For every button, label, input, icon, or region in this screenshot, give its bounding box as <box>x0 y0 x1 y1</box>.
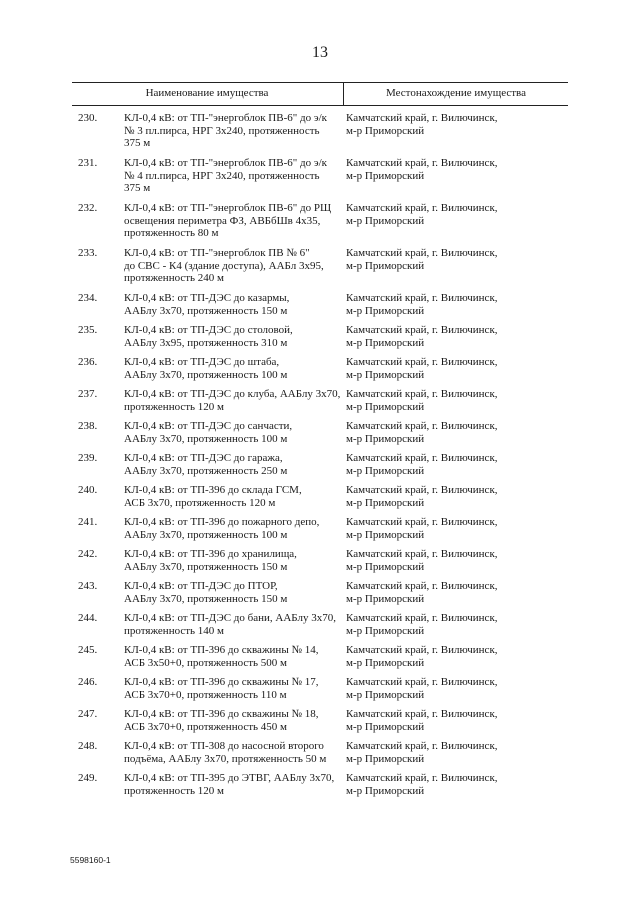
property-location-line: Камчатский край, г. Вилючинск, <box>346 202 498 214</box>
property-name-line: КЛ-0,4 кВ: от ТП-"энергоблок ПВ № 6" <box>124 247 310 259</box>
property-location-line: Камчатский край, г. Вилючинск, <box>346 356 498 368</box>
property-location <box>346 452 556 477</box>
property-location <box>346 708 556 733</box>
property-name-line: КЛ-0,4 кВ: от ТП-"энергоблок ПВ-6" до э/к <box>124 157 327 169</box>
property-location-line: Камчатский край, г. Вилючинск, <box>346 112 498 124</box>
property-location <box>346 548 556 573</box>
property-location-line: м-р Приморский <box>346 688 425 701</box>
property-location <box>346 676 556 701</box>
property-location-line: Камчатский край, г. Вилючинск, <box>346 740 498 752</box>
row-number: 235. <box>78 324 98 336</box>
property-name-line: КЛ-0,4 кВ: от ТП-396 до скважины № 17, <box>124 676 319 688</box>
property-name-line: ААБлу 3х70, протяженность 150 м <box>124 304 288 317</box>
property-name-line: КЛ-0,4 кВ: от ТП-ДЭС до казармы, <box>124 292 290 304</box>
property-location-line: м-р Приморский <box>346 259 425 272</box>
property-name <box>124 516 344 541</box>
property-name-line: освещения периметра ФЗ, АВБбШв 4х35, <box>124 214 321 227</box>
document-code: 5598160-1 <box>70 855 111 865</box>
row-number: 241. <box>78 516 98 528</box>
property-name-line: КЛ-0,4 кВ: от ТП-396 до склада ГСМ, <box>124 484 302 496</box>
property-location-line: м-р Приморский <box>346 336 425 349</box>
property-name-line: КЛ-0,4 кВ: от ТП-396 до хранилища, <box>124 548 297 560</box>
property-name-line: протяженность 120 м <box>124 400 225 413</box>
property-name-line: протяженность 140 м <box>124 624 225 637</box>
property-location <box>346 484 556 509</box>
property-location-line: м-р Приморский <box>346 214 425 227</box>
property-location-line: м-р Приморский <box>346 432 425 445</box>
property-name-line: ААБлу 3х70, протяженность 100 м <box>124 432 288 445</box>
property-name <box>124 112 344 150</box>
property-location-line: м-р Приморский <box>346 560 425 573</box>
row-number: 236. <box>78 356 98 368</box>
property-location <box>346 420 556 445</box>
property-name-line: КЛ-0,4 кВ: от ТП-396 до скважины № 14, <box>124 644 319 656</box>
property-location-line: Камчатский край, г. Вилючинск, <box>346 157 498 169</box>
row-number: 243. <box>78 580 98 592</box>
property-location <box>346 324 556 349</box>
property-location-line: Камчатский край, г. Вилючинск, <box>346 708 498 720</box>
property-name <box>124 644 344 669</box>
property-location-line: Камчатский край, г. Вилючинск, <box>346 580 498 592</box>
property-name <box>124 202 344 240</box>
property-name-line: КЛ-0,4 кВ: от ТП-396 до пожарного депо, <box>124 516 320 528</box>
property-name-line: до СВС - К4 (здание доступа), ААБл 3х95, <box>124 259 324 272</box>
property-location <box>346 388 556 413</box>
property-name-line: 375 м <box>124 137 151 149</box>
property-location <box>346 292 556 317</box>
property-name-line: ААБлу 3х95, протяженность 310 м <box>124 336 288 349</box>
property-name <box>124 247 344 285</box>
property-name-line: КЛ-0,4 кВ: от ТП-ДЭС до гаража, <box>124 452 283 464</box>
row-number: 249. <box>78 772 98 784</box>
property-location <box>346 356 556 381</box>
property-name <box>124 772 344 797</box>
property-name-line: протяженность 240 м <box>124 272 225 284</box>
property-name-line: АСБ 3х70, протяженность 120 м <box>124 496 276 509</box>
property-location-line: м-р Приморский <box>346 169 425 182</box>
property-name-line: ААБлу 3х70, протяженность 250 м <box>124 464 288 477</box>
table-header <box>72 82 568 106</box>
row-number: 238. <box>78 420 98 432</box>
row-number: 234. <box>78 292 98 304</box>
property-name <box>124 740 344 765</box>
property-location-line: м-р Приморский <box>346 304 425 317</box>
property-location-line: Камчатский край, г. Вилючинск, <box>346 247 498 259</box>
row-number: 247. <box>78 708 98 720</box>
property-name-line: протяженность 120 м <box>124 784 225 797</box>
property-name-line: № 3 пл.пирса, НРГ 3х240, протяженность <box>124 124 320 137</box>
property-location-line: Камчатский край, г. Вилючинск, <box>346 452 498 464</box>
property-location-line: Камчатский край, г. Вилючинск, <box>346 388 498 400</box>
property-location-line: Камчатский край, г. Вилючинск, <box>346 548 498 560</box>
property-location <box>346 157 556 182</box>
property-name-line: ААБлу 3х70, протяженность 100 м <box>124 528 288 541</box>
property-name-line: КЛ-0,4 кВ: от ТП-ДЭС до столовой, <box>124 324 293 336</box>
property-name <box>124 292 344 317</box>
property-location <box>346 740 556 765</box>
property-location-line: м-р Приморский <box>346 656 425 669</box>
property-location-line: м-р Приморский <box>346 464 425 477</box>
property-location <box>346 644 556 669</box>
property-location-line: м-р Приморский <box>346 496 425 509</box>
property-location-line: м-р Приморский <box>346 400 425 413</box>
property-name <box>124 548 344 573</box>
property-name-line: 375 м <box>124 182 151 194</box>
property-location <box>346 112 556 137</box>
property-name <box>124 157 344 195</box>
property-location-line: Камчатский край, г. Вилючинск, <box>346 516 498 528</box>
property-name-line: протяженность 80 м <box>124 227 219 239</box>
row-number: 244. <box>78 612 98 624</box>
property-name-line: подъёма, ААБлу 3х70, протяженность 50 м <box>124 752 327 765</box>
property-location-line: м-р Приморский <box>346 624 425 637</box>
property-location-line: Камчатский край, г. Вилючинск, <box>346 612 498 624</box>
row-number: 239. <box>78 452 98 464</box>
row-number: 232. <box>78 202 98 214</box>
property-name-line: АСБ 3х50+0, протяженность 500 м <box>124 656 288 669</box>
property-location-line: м-р Приморский <box>346 720 425 733</box>
row-number: 231. <box>78 157 98 169</box>
header-location-column: Местонахождение имущества <box>386 87 526 99</box>
property-location <box>346 247 556 272</box>
property-name-line: ААБлу 3х70, протяженность 150 м <box>124 592 288 605</box>
row-number: 237. <box>78 388 98 400</box>
row-number: 242. <box>78 548 98 560</box>
property-location-line: Камчатский край, г. Вилючинск, <box>346 292 498 304</box>
header-name-column: Наименование имущества <box>145 87 269 99</box>
property-name-line: ААБлу 3х70, протяженность 100 м <box>124 368 288 381</box>
property-location-line: Камчатский край, г. Вилючинск, <box>346 420 498 432</box>
property-name <box>124 356 344 381</box>
property-name-line: КЛ-0,4 кВ: от ТП-ДЭС до штаба, <box>124 356 280 368</box>
property-location <box>346 516 556 541</box>
property-location <box>346 612 556 637</box>
row-number: 248. <box>78 740 98 752</box>
property-name <box>124 452 344 477</box>
property-location-line: м-р Приморский <box>346 784 425 797</box>
property-name-line: КЛ-0,4 кВ: от ТП-ДЭС до санчасти, <box>124 420 293 432</box>
row-number: 233. <box>78 247 98 259</box>
property-name-line: КЛ-0,4 кВ: от ТП-ДЭС до клуба, ААБлу 3х70, <box>124 388 341 400</box>
property-name-line: № 4 пл.пирса, НРГ 3х240, протяженность <box>124 169 320 182</box>
property-name <box>124 580 344 605</box>
property-location-line: м-р Приморский <box>346 592 425 605</box>
property-name-line: КЛ-0,4 кВ: от ТП-ДЭС до бани, ААБлу 3х70, <box>124 612 336 624</box>
property-location-line: м-р Приморский <box>346 368 425 381</box>
property-name <box>124 676 344 701</box>
property-name-line: КЛ-0,4 кВ: от ТП-"энергоблок ПВ-6" до э/к <box>124 112 327 124</box>
page-number: 13 <box>312 44 328 61</box>
property-name <box>124 612 344 637</box>
property-name <box>124 708 344 733</box>
property-name <box>124 484 344 509</box>
property-name-line: КЛ-0,4 кВ: от ТП-395 до ЭТВГ, ААБлу 3х70, <box>124 772 335 784</box>
property-location <box>346 202 556 227</box>
property-name-line: КЛ-0,4 кВ: от ТП-"энергоблок ПВ-6" до РЩ <box>124 202 332 214</box>
property-location-line: м-р Приморский <box>346 124 425 137</box>
property-name <box>124 388 344 413</box>
property-location-line: Камчатский край, г. Вилючинск, <box>346 324 498 336</box>
property-location-line: м-р Приморский <box>346 752 425 765</box>
property-name <box>124 420 344 445</box>
property-location-line: м-р Приморский <box>346 528 425 541</box>
row-number: 240. <box>78 484 98 496</box>
row-number: 245. <box>78 644 98 656</box>
row-number: 246. <box>78 676 98 688</box>
property-location <box>346 580 556 605</box>
property-name-line: КЛ-0,4 кВ: от ТП-396 до скважины № 18, <box>124 708 319 720</box>
property-name-line: АСБ 3х70+0, протяженность 450 м <box>124 720 288 733</box>
property-location-line: Камчатский край, г. Вилючинск, <box>346 644 498 656</box>
property-name <box>124 324 344 349</box>
row-number: 230. <box>78 112 98 124</box>
property-name-line: КЛ-0,4 кВ: от ТП-ДЭС до ПТОР, <box>124 580 278 592</box>
property-location-line: Камчатский край, г. Вилючинск, <box>346 484 498 496</box>
property-location-line: Камчатский край, г. Вилючинск, <box>346 676 498 688</box>
property-name-line: АСБ 3х70+0, протяженность 110 м <box>124 688 287 701</box>
property-name-line: ААБлу 3х70, протяженность 150 м <box>124 560 288 573</box>
property-location <box>346 772 556 797</box>
property-name-line: КЛ-0,4 кВ: от ТП-308 до насосной второго <box>124 740 324 752</box>
property-location-line: Камчатский край, г. Вилючинск, <box>346 772 498 784</box>
